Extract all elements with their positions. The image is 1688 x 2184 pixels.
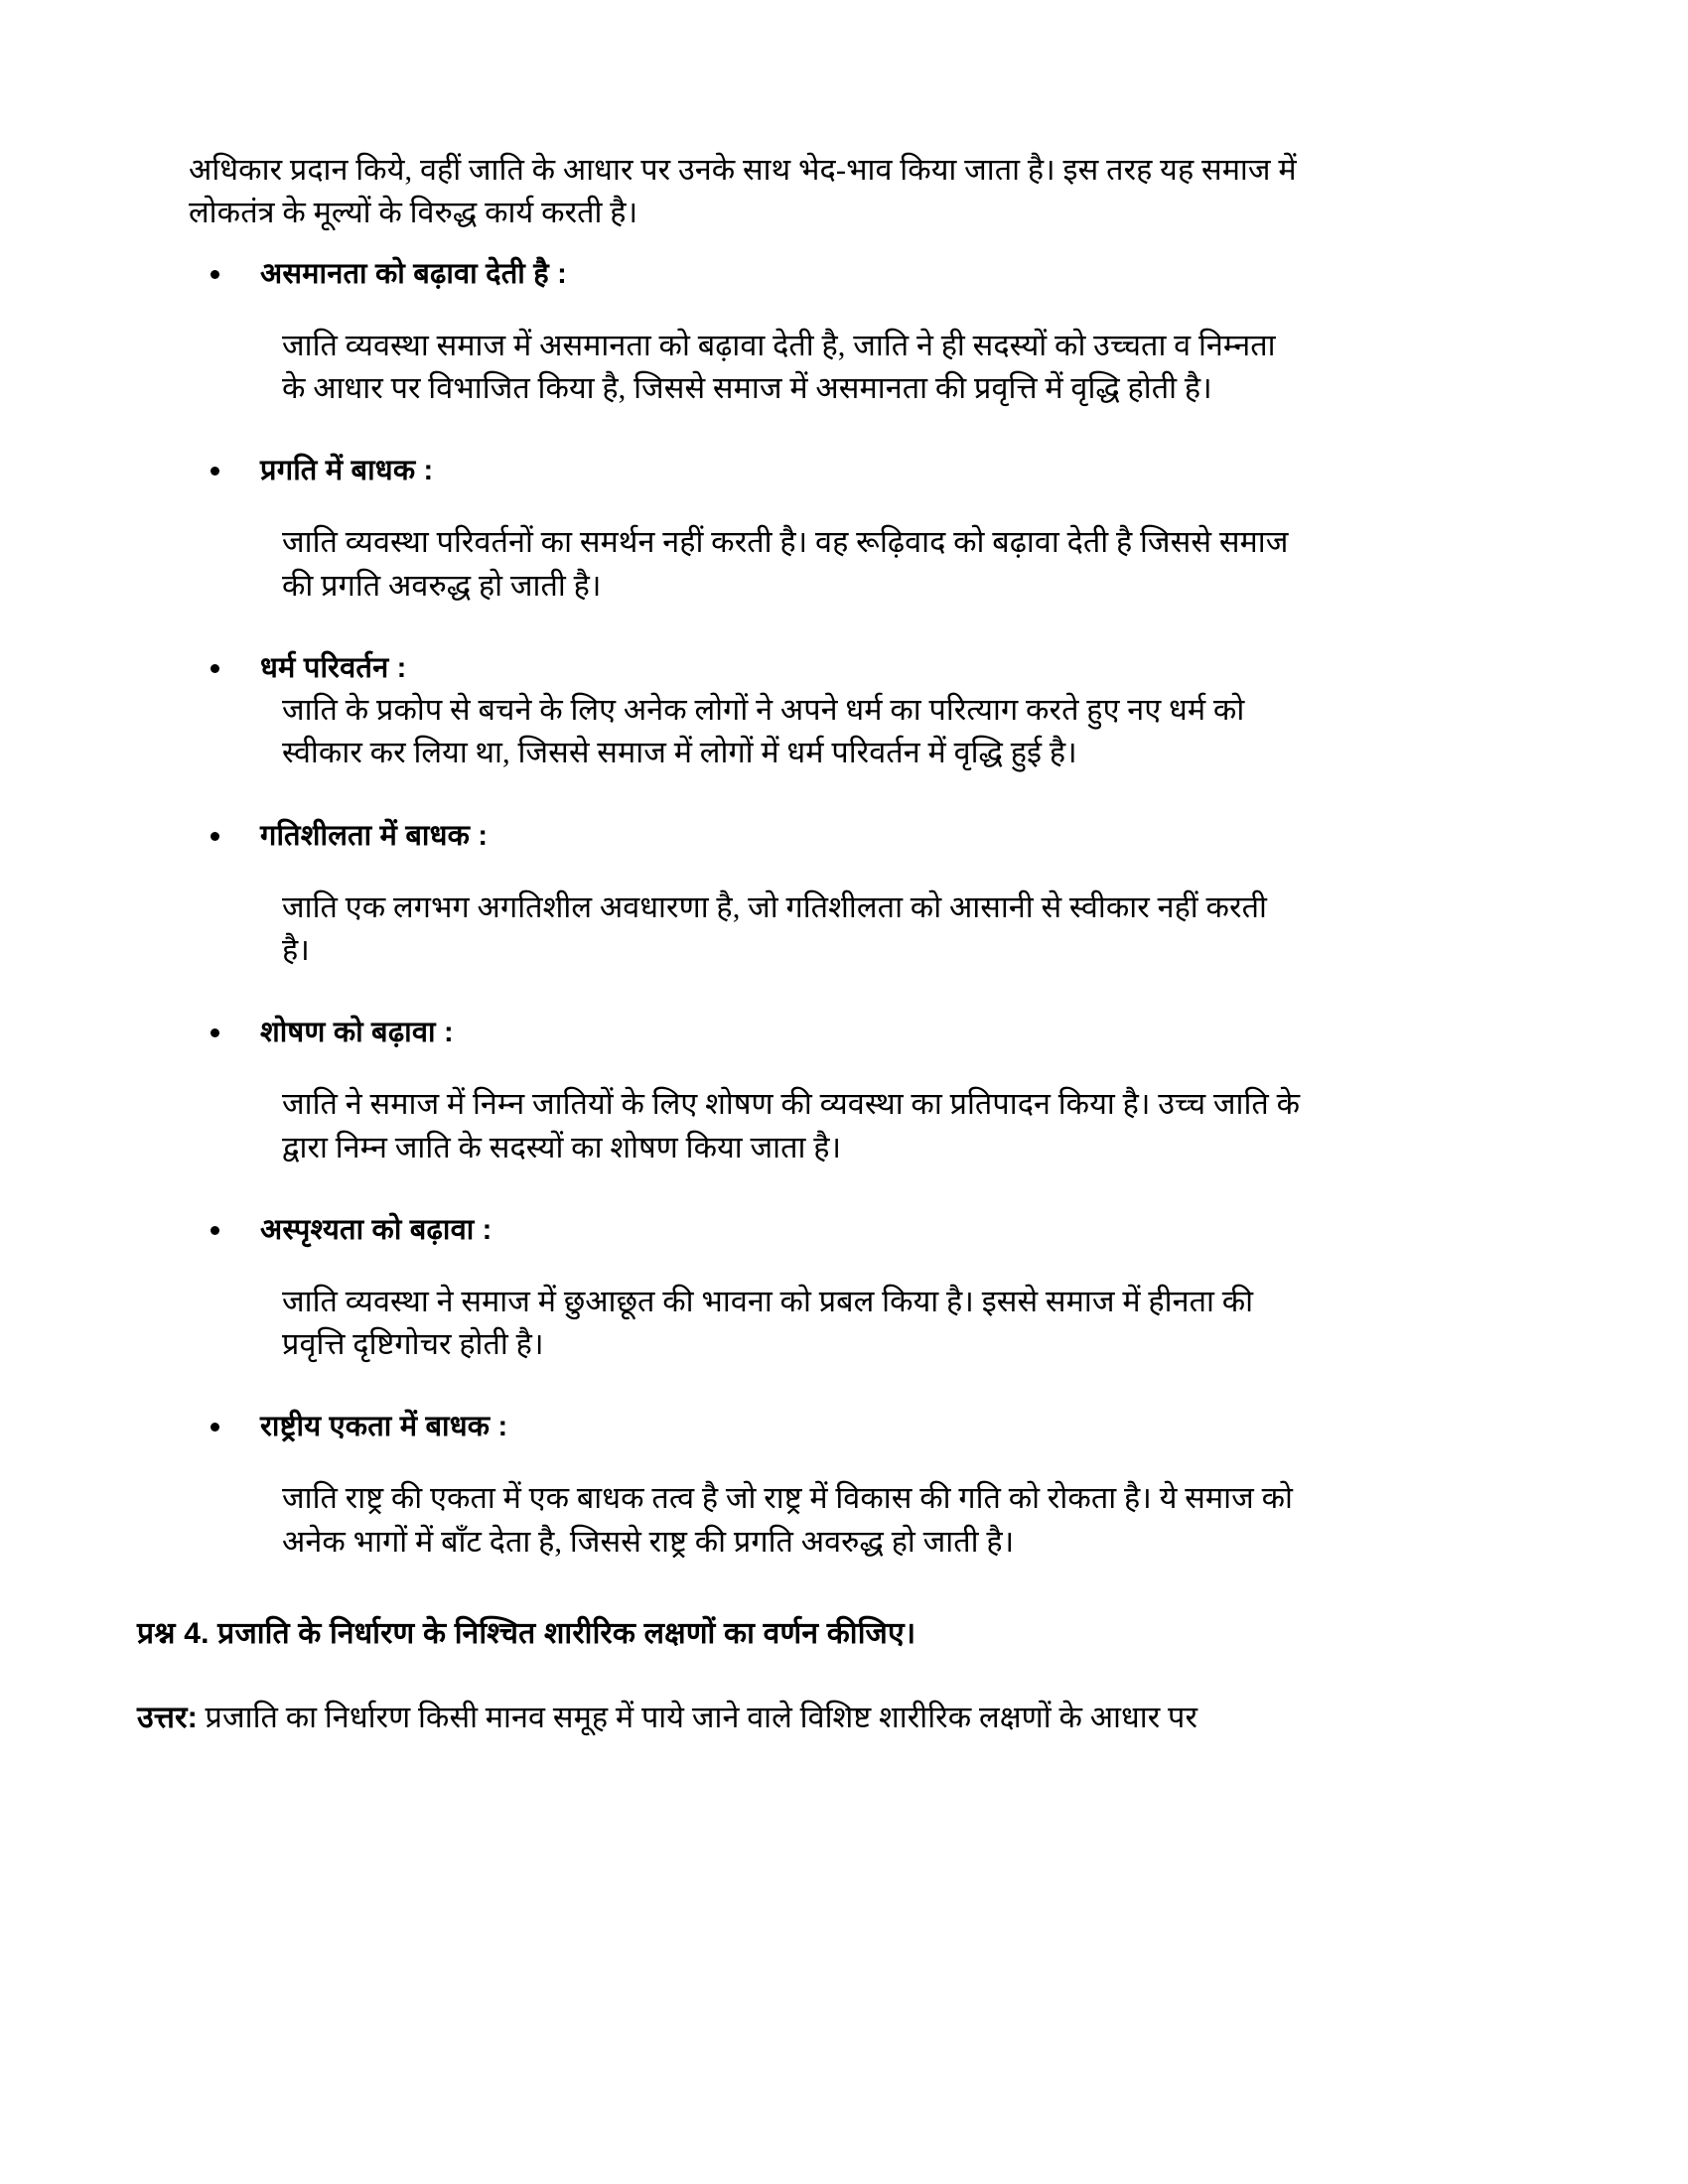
answer-paragraph [137, 1697, 1301, 1739]
bullet-icon [211, 467, 219, 476]
point-heading: अस्पृश्यता को बढ़ावा : [260, 1213, 492, 1246]
point-heading: असमानता को बढ़ावा देती है : [260, 257, 567, 290]
points-list [189, 253, 1301, 1564]
point-body: जाति के प्रकोप से बचने के लिए अनेक लोगों ने अपने धर्म का परित्याग करते हुए नए धर्म को स्वीकार कर लिया था, जिससे समाज में लोगों में धर्म परिवर्तन में वृद्धि हुई है। [282, 692, 1245, 770]
point-body: जाति राष्ट्र की एकता में एक बाधक तत्व है जो राष्ट्र में विकास की गति को रोकता है। ये समाज को अनेक भागों में बाँट देता है, जिससे राष्ट्र की प्रगति अवरुद्ध हो जाती है। [282, 1481, 1294, 1559]
question-heading: प्रश्न 4. प्रजाति के निर्धारण के निश्चित शारीरिक लक्षणों का वर्णन कीजिए। [137, 1617, 916, 1651]
point-body: जाति व्यवस्था परिवर्तनों का समर्थन नहीं करती है। वह रूढ़िवाद को बढ़ावा देती है जिससे समाज की प्रगति अवरुद्ध हो जाती है। [282, 525, 1289, 603]
point-heading: गतिशीलता में बाधक : [260, 819, 489, 852]
list-item [189, 253, 1301, 411]
document-content [137, 149, 1301, 1739]
bullet-icon [211, 664, 219, 673]
point-heading: प्रगति में बाधक : [260, 455, 434, 487]
answer-label: उत्तर: [137, 1701, 198, 1735]
bullet-icon [211, 1028, 219, 1037]
point-heading: राष्ट्रीय एकता में बाधक : [260, 1411, 508, 1443]
list-item [189, 1406, 1301, 1564]
point-body: जाति व्यवस्था ने समाज में छुआछूत की भावना को प्रबल किया है। इससे समाज में हीनता की प्रवृत्ति दृष्टिगोचर होती है। [282, 1284, 1254, 1362]
list-item [189, 647, 1301, 775]
list-item [189, 450, 1301, 608]
point-body: जाति ने समाज में निम्न जातियों के लिए शोषण की व्यवस्था का प्रतिपादन किया है। उच्च जाति के द्वारा निम्न जाति के सदस्यों का शोषण किया जाता है। [282, 1087, 1301, 1164]
list-item [189, 815, 1301, 973]
intro-paragraph: अधिकार प्रदान किये, वहीं जाति के आधार पर उनके साथ भेद-भाव किया जाता है। इस तरह यह समाज में लोकतंत्र के मूल्यों के विरुद्ध कार्य करती है। [189, 153, 1297, 230]
point-body: जाति व्यवस्था समाज में असमानता को बढ़ावा देती है, जाति ने ही सदस्यों को उच्चता व निम्नता के आधार पर विभाजित किया है, जिससे समाज में असमानता की प्रवृत्ति में वृद्धि होती है। [282, 328, 1276, 405]
point-heading: धर्म परिवर्तन : [260, 651, 407, 684]
list-item [189, 1209, 1301, 1367]
answer-text: प्रजाति का निर्धारण किसी मानव समूह में पाये जाने वाले विशिष्ट शारीरिक लक्षणों के आधार पर [197, 1701, 1198, 1735]
bullet-icon [211, 1423, 219, 1432]
bullet-icon [211, 832, 219, 841]
bullet-icon [211, 270, 219, 279]
bullet-icon [211, 1226, 219, 1235]
list-item [189, 1012, 1301, 1169]
point-body: जाति एक लगभग अगतिशील अवधारणा है, जो गतिशीलता को आसानी से स्वीकार नहीं करती है। [282, 889, 1268, 967]
point-heading: शोषण को बढ़ावा : [260, 1017, 454, 1049]
